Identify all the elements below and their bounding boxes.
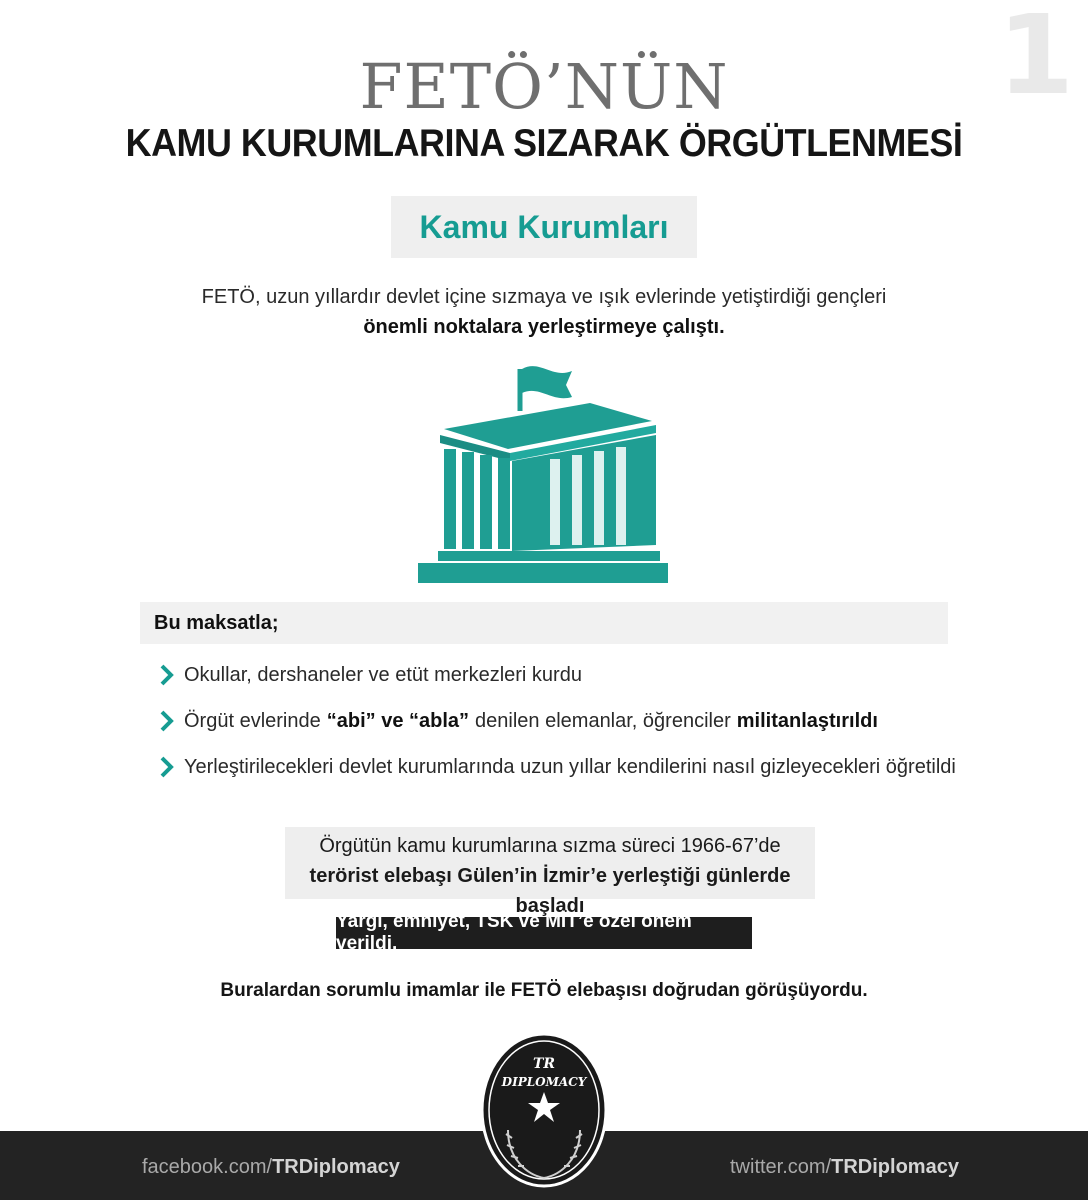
page-subtitle: KAMU KURUMLARINA SIZARAK ÖRGÜTLENMESİ	[125, 122, 963, 165]
twitter-link[interactable]	[730, 1156, 959, 1179]
facebook-link[interactable]	[142, 1156, 400, 1179]
list-item-text: denilen elemanlar, öğrenciler	[475, 709, 731, 732]
chevron-right-icon	[160, 756, 174, 778]
intro-text	[0, 282, 1088, 342]
page-number: 1	[997, 0, 1074, 119]
intro-line-2: önemli noktalara yerleştirmeye çalıştı.	[363, 316, 725, 338]
list-item-text: Okullar, dershaneler ve etüt merkezleri kurdu	[184, 663, 582, 686]
closing-text: Buralardan sorumlu imamlar ile FETÖ elebaşısı doğrudan görüşüyordu.	[220, 980, 868, 1001]
list-item	[160, 698, 980, 744]
highlight-box	[285, 827, 815, 917]
twitter-handle: TRDiplomacy	[831, 1156, 959, 1178]
purpose-bar	[140, 602, 948, 644]
page-title: FETÖ’NÜN	[359, 50, 729, 123]
list-item-text: Örgüt evlerinde	[184, 709, 321, 732]
list-item	[160, 744, 980, 790]
government-building-icon	[400, 355, 690, 585]
facebook-prefix: facebook.com/	[142, 1156, 273, 1178]
trdiplomacy-logo	[478, 1030, 610, 1190]
list-item-text: Yerleştirilecekleri devlet kurumlarında uzun yıllar kendilerini nasıl gizleyecekleri öğretildi	[184, 755, 956, 778]
bullet-list	[160, 652, 980, 790]
chevron-right-icon	[160, 710, 174, 732]
highlight-line-2: terörist elebaşı Gülen’in İzmir’e yerleştiği günlerde başladı	[309, 865, 791, 917]
list-item-bold: militanlaştırıldı	[736, 709, 878, 732]
purpose-label: Bu maksatla;	[154, 611, 279, 634]
list-item	[160, 652, 980, 698]
chevron-right-icon	[160, 664, 174, 686]
logo-text-tr: TR	[532, 1056, 556, 1072]
logo-text-diplomacy: DIPLOMACY	[501, 1075, 587, 1089]
emphasis-label: Yargı, emniyet, TSK ve MİT’e özel önem verildi.	[336, 917, 752, 949]
twitter-prefix: twitter.com/	[730, 1156, 832, 1178]
list-item-bold: “abi” ve “abla”	[326, 709, 470, 732]
intro-line-1: FETÖ, uzun yıllardır devlet içine sızmaya ve ışık evlerinde yetiştirdiği gençleri	[201, 286, 887, 308]
facebook-handle: TRDiplomacy	[272, 1156, 400, 1178]
section-title: Kamu Kurumları	[391, 196, 697, 258]
highlight-line-1: Örgütün kamu kurumlarına sızma süreci 1966-67’de	[319, 835, 781, 857]
